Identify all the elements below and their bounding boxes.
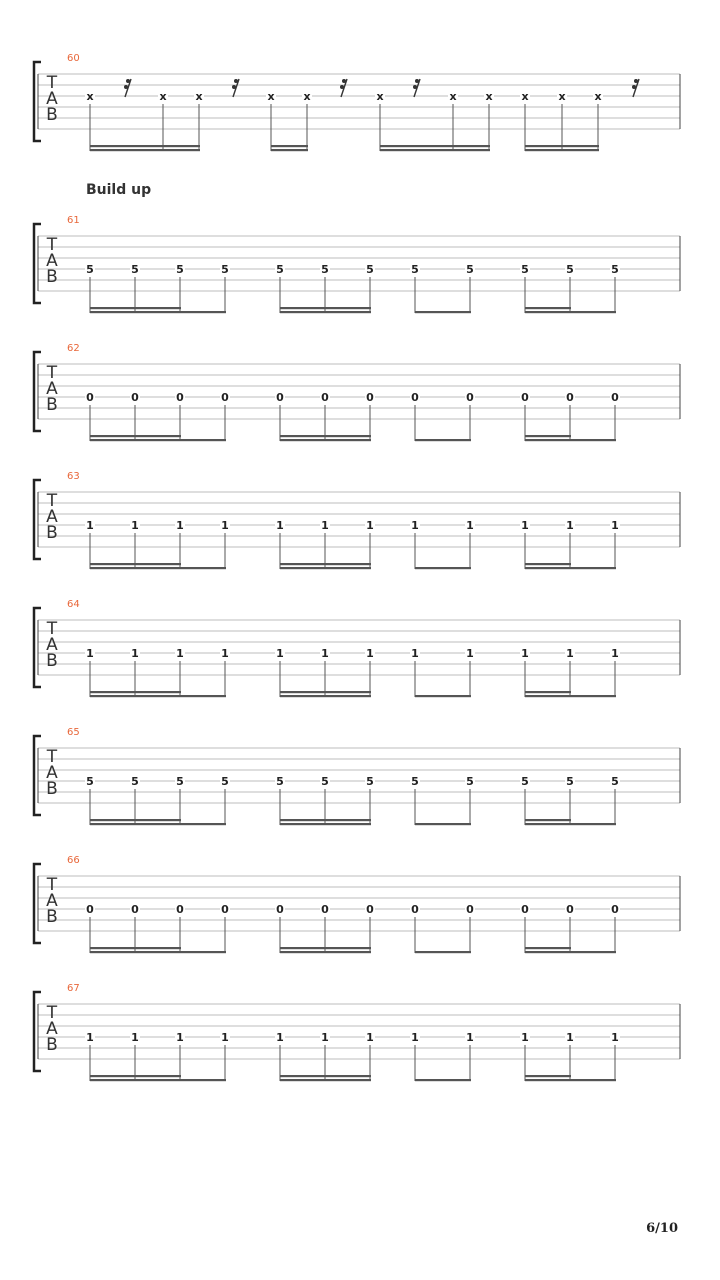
note-fret: 5 [86,775,94,788]
note-fret: x [86,90,94,103]
beam [90,1079,226,1081]
measure-number: 60 [67,53,80,64]
beam [90,691,181,693]
beam [90,563,181,565]
tab-clef-letter: A [46,89,58,109]
beam [280,567,371,569]
beam [280,563,371,565]
beam [90,951,226,953]
note-fret: 0 [321,903,329,916]
tab-clef-letter: B [46,267,58,287]
beam [525,311,616,313]
tab-clef-letter: A [46,891,58,911]
tab-clef-letter: B [46,395,58,415]
note-fret: 1 [276,519,284,532]
rest-icon [413,85,417,89]
note-fret: 0 [321,391,329,404]
tab-clef-letter: A [46,635,58,655]
note-fret: 1 [566,1031,574,1044]
note-fret: 5 [176,775,184,788]
beam [90,1075,181,1077]
tab-system [34,727,680,825]
note-fret: 0 [176,391,184,404]
note-fret: 1 [566,519,574,532]
note-fret: 1 [366,519,374,532]
tab-system [34,983,680,1081]
note-fret: 0 [131,903,139,916]
beam [280,947,371,949]
beam [525,307,571,309]
note-fret: 5 [411,263,419,276]
note-fret: x [376,90,384,103]
beam [525,567,616,569]
note-fret: 0 [521,391,529,404]
note-fret: x [303,90,311,103]
beam [525,149,599,151]
note-fret: 0 [611,391,619,404]
note-fret: 5 [321,775,329,788]
note-fret: 1 [411,519,419,532]
note-fret: 1 [321,1031,329,1044]
note-fret: 1 [521,647,529,660]
beam [415,567,471,569]
tab-clef-letter: A [46,763,58,783]
note-fret: 1 [366,647,374,660]
note-fret: 0 [411,903,419,916]
beam [90,439,226,441]
beam [525,819,571,821]
rest-icon [234,79,238,83]
note-fret: 0 [611,903,619,916]
beam [525,1079,616,1081]
note-fret: 1 [366,1031,374,1044]
note-fret: x [195,90,203,103]
beam [525,563,571,565]
note-fret: 0 [466,391,474,404]
beam [280,1075,371,1077]
note-fret: 5 [611,775,619,788]
beam [90,311,226,313]
note-fret: 1 [276,1031,284,1044]
note-fret: 5 [466,775,474,788]
note-fret: 1 [86,647,94,660]
note-fret: 1 [411,1031,419,1044]
tab-system [34,343,680,441]
note-fret: 1 [131,519,139,532]
note-fret: 5 [221,263,229,276]
beam [271,145,308,147]
beam [90,435,181,437]
tab-clef-letter: T [46,747,58,767]
note-fret: 0 [176,903,184,916]
note-fret: 1 [566,647,574,660]
beam [90,947,181,949]
beam [525,435,571,437]
rest-icon [124,85,128,89]
note-fret: 0 [411,391,419,404]
note-fret: 1 [321,519,329,532]
note-fret: 1 [221,519,229,532]
note-fret: 1 [611,647,619,660]
beam [280,691,371,693]
beam [90,307,181,309]
beam [280,951,371,953]
note-fret: 1 [521,1031,529,1044]
note-fret: 1 [276,647,284,660]
beam [280,307,371,309]
note-fret: 0 [221,391,229,404]
note-fret: 5 [221,775,229,788]
rest-icon [342,79,346,83]
note-fret: x [267,90,275,103]
tab-clef-letter: B [46,907,58,927]
tab-system [34,53,680,151]
tab-clef-letter: T [46,363,58,383]
tab-system [34,471,680,569]
note-fret: x [159,90,167,103]
note-fret: 0 [566,903,574,916]
beam [90,823,226,825]
tab-clef-letter: T [46,491,58,511]
note-fret: 5 [131,775,139,788]
beam [380,149,490,151]
note-fret: x [485,90,493,103]
measure-number: 65 [67,727,80,738]
measure-number: 64 [67,599,80,610]
beam [415,823,471,825]
tab-clef-letter: T [46,1003,58,1023]
note-fret: 5 [411,775,419,788]
note-fret: 1 [221,1031,229,1044]
note-fret: 1 [131,1031,139,1044]
beam [280,695,371,697]
tab-clef-letter: T [46,619,58,639]
note-fret: 0 [566,391,574,404]
tab-clef-letter: B [46,105,58,125]
tab-clef-letter: B [46,523,58,543]
rest-icon [126,79,130,83]
note-fret: 0 [276,903,284,916]
note-fret: 5 [521,263,529,276]
beam [90,145,200,147]
note-fret: 5 [366,775,374,788]
note-fret: 1 [321,647,329,660]
note-fret: 0 [366,903,374,916]
note-fret: 0 [86,903,94,916]
note-fret: 5 [276,263,284,276]
note-fret: x [594,90,602,103]
beam [525,691,571,693]
note-fret: 5 [521,775,529,788]
beam [525,695,616,697]
tab-clef-letter: T [46,235,58,255]
note-fret: 5 [466,263,474,276]
note-fret: 1 [611,519,619,532]
beam [90,567,226,569]
beam [415,439,471,441]
note-fret: x [449,90,457,103]
tab-clef-letter: A [46,379,58,399]
beam [525,951,616,953]
rest-icon [632,85,636,89]
note-fret: 0 [86,391,94,404]
note-fret: 0 [521,903,529,916]
note-fret: 5 [566,263,574,276]
beam [280,1079,371,1081]
note-fret: 0 [131,391,139,404]
measure-number: 67 [67,983,80,994]
note-fret: 1 [521,519,529,532]
note-fret: 5 [276,775,284,788]
note-fret: 1 [411,647,419,660]
beam [280,435,371,437]
note-fret: 5 [321,263,329,276]
tab-clef-letter: B [46,651,58,671]
note-fret: 1 [131,647,139,660]
note-fret: 1 [176,519,184,532]
beam [280,819,371,821]
note-fret: 5 [566,775,574,788]
rest-icon [634,79,638,83]
tab-system [34,599,680,697]
tab-system [34,855,680,953]
rest-icon [340,85,344,89]
note-fret: 1 [466,647,474,660]
note-fret: 5 [176,263,184,276]
beam [415,695,471,697]
note-fret: 1 [86,1031,94,1044]
beam [415,951,471,953]
note-fret: 1 [466,1031,474,1044]
beam [525,1075,571,1077]
measure-number: 66 [67,855,80,866]
note-fret: 1 [86,519,94,532]
note-fret: 1 [466,519,474,532]
beam [525,947,571,949]
note-fret: x [558,90,566,103]
rest-icon [415,79,419,83]
beam [280,823,371,825]
note-fret: 1 [611,1031,619,1044]
note-fret: 5 [131,263,139,276]
tab-clef-letter: A [46,1019,58,1039]
note-fret: 0 [221,903,229,916]
beam [271,149,308,151]
tab-clef-letter: A [46,507,58,527]
note-fret: 0 [466,903,474,916]
rest-icon [232,85,236,89]
beam [280,439,371,441]
note-fret: 0 [366,391,374,404]
beam [525,823,616,825]
note-fret: 1 [221,647,229,660]
beam [90,149,200,151]
tab-clef-letter: B [46,779,58,799]
note-fret: x [521,90,529,103]
beam [415,1079,471,1081]
beam [525,145,599,147]
measure-number: 63 [67,471,80,482]
page-number: 6/10 [646,1221,678,1236]
tab-clef-letter: T [46,73,58,93]
tab-system [34,215,680,313]
beam [415,311,471,313]
note-fret: 1 [176,1031,184,1044]
measure-number: 61 [67,215,80,226]
tab-clef-letter: T [46,875,58,895]
note-fret: 5 [86,263,94,276]
note-fret: 5 [611,263,619,276]
beam [380,145,490,147]
section-label: Build up [86,182,152,198]
beam [280,311,371,313]
note-fret: 5 [366,263,374,276]
beam [525,439,616,441]
measure-number: 62 [67,343,80,354]
note-fret: 0 [276,391,284,404]
beam [90,695,226,697]
tab-clef-letter: B [46,1035,58,1055]
tab-clef-letter: A [46,251,58,271]
beam [90,819,181,821]
note-fret: 1 [176,647,184,660]
